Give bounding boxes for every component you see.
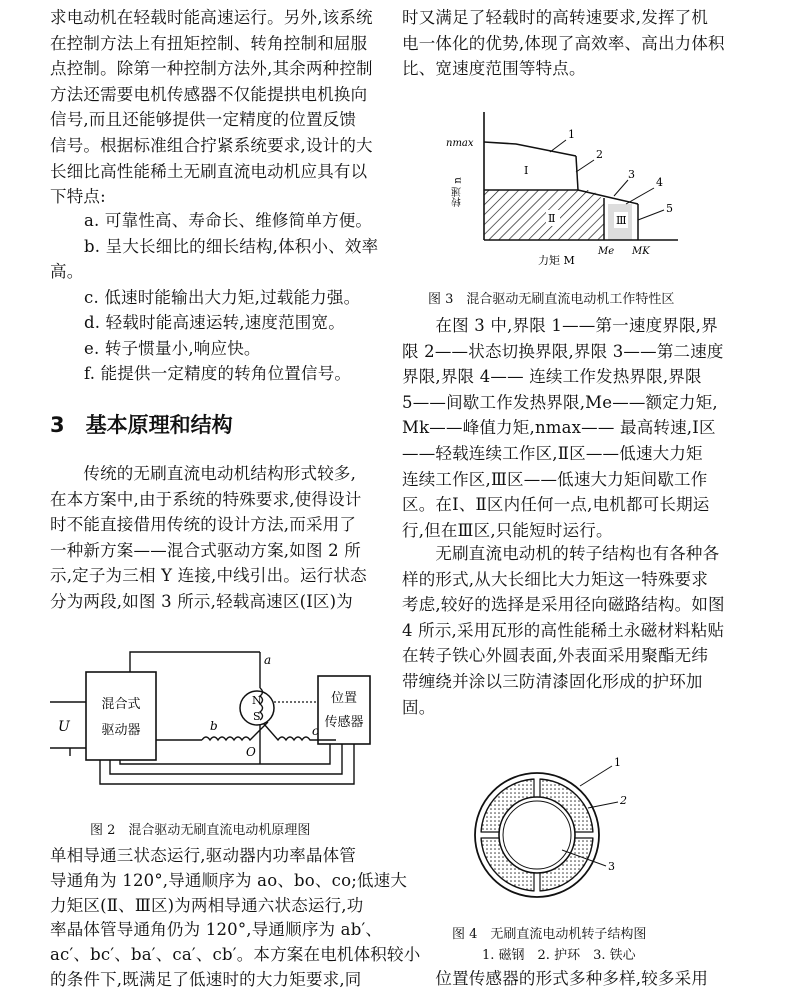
text-line: 区。在Ⅰ、Ⅱ区内任何一点,电机都可长期运 — [402, 495, 710, 515]
nmax-label: nmax — [446, 138, 474, 149]
phase-c-label: c — [312, 724, 319, 738]
text-line: 下特点: — [50, 187, 106, 207]
text-line: 分为两段,如图 3 所示,轻载高速区(Ⅰ区)为 — [50, 592, 353, 611]
figure-2-schematic — [50, 640, 370, 810]
text-line: ac′、bc′、ba′、ca′、cb′。本方案在电机体积较小 — [50, 945, 421, 965]
text-line: 点控制。除第一种控制方法外,其余两种控制 — [50, 59, 373, 79]
sensor-label-line1: 位置 — [330, 691, 358, 706]
boundary-label-5: 5 — [666, 202, 673, 215]
text-line: 导通角为 120°,导通顺序为 ao、bo、co;低速大 — [50, 870, 408, 890]
text-line: 时又满足了轻载时的高转速要求,发挥了机 — [402, 8, 709, 27]
fig4-label-2: 2 — [620, 794, 627, 807]
text-line: 固。 — [402, 697, 436, 717]
neutral-label: O — [246, 745, 256, 759]
drive-box — [86, 672, 156, 760]
text-line: 限 2——状态切换界限,界限 3——第二速度 — [402, 341, 724, 361]
text-line: 行,但在Ⅲ区,只能短时运行。 — [402, 520, 613, 540]
text-line: 5——间歇工作发热界限,Me——额定力矩, — [402, 392, 718, 412]
drive-label-line1: 混合式 — [101, 697, 141, 712]
text-line: 力矩区(Ⅱ、Ⅲ区)为两相导通六状态运行,功 — [50, 895, 364, 915]
text-line: 位置传感器的形式多种多样,较多采用 — [402, 969, 709, 988]
input-voltage-label: U — [58, 719, 70, 735]
text-line: 方法还需要电机传感器不仅能提拱电机换向 — [50, 84, 368, 104]
iron-core — [499, 797, 575, 873]
text-line: f. 能提供一定精度的转角位置信号。 — [84, 364, 352, 383]
boundary-label-1: 1 — [568, 128, 575, 141]
text-line: 高。 — [50, 262, 84, 281]
text-line: 带缠绕并涂以三防清漆固化形成的护环加 — [402, 672, 703, 691]
phase-b-label: b — [210, 719, 218, 733]
text-line: 率晶体管导通角仍为 120°,导通顺序为 ab′、 — [50, 920, 383, 940]
figure-4-caption: 图 4 无刷直流电动机转子结构图 — [452, 927, 647, 942]
pole-s-label: S — [253, 710, 261, 723]
region-2-hatched — [484, 190, 604, 240]
text-line: d. 轻载时能高速运转,速度范围宽。 — [84, 313, 345, 332]
text-line: 长细比高性能稀土无刷直流电动机应具有以 — [50, 161, 368, 181]
text-line: c. 低速时能输出大力矩,过载能力强。 — [84, 287, 361, 307]
text-line: 比、宽速度范围等特点。 — [402, 59, 586, 79]
sensor-label-line2: 传感器 — [324, 715, 364, 730]
text-line: 在本方案中,由于系统的特殊要求,使得设计 — [50, 489, 362, 509]
text-line: e. 转子惯量小,响应快。 — [84, 338, 261, 358]
text-line: 求电动机在轻载时能高速运行。另外,该系统 — [50, 8, 373, 27]
text-line: 一种新方案——混合式驱动方案,如图 2 所 — [50, 540, 361, 560]
figure-3-caption: 图 3 混合驱动无刷直流电动机工作特性区 — [428, 292, 675, 307]
text-line: 信号。根据标准组合拧紧系统要求,设计的大 — [50, 136, 373, 155]
text-line: Mk——峰值力矩,nmax—— 最高转速,Ⅰ区 — [402, 418, 716, 438]
text-line: ——轻载连续工作区,Ⅱ区——低速大力矩 — [402, 444, 703, 463]
fig4-label-3: 3 — [608, 860, 615, 873]
mk-label: MK — [632, 246, 650, 257]
section-heading: 3 基本原理和结构 — [50, 413, 233, 437]
figure-4-legend: 1. 磁钢 2. 护环 3. 铁心 — [482, 948, 636, 963]
figure-3-operating-regions — [442, 108, 702, 268]
position-sensor-box — [318, 676, 370, 744]
pole-n-label: N — [252, 694, 262, 707]
fig4-label-1: 1 — [614, 756, 621, 769]
x-axis-label: 力矩 M — [538, 254, 575, 267]
text-line: 无刷直流电动机的转子结构也有各种各 — [402, 544, 720, 563]
boundary-label-3: 3 — [628, 168, 635, 181]
text-line: 在转子铁心外圆表面,外表面采用聚酯无纬 — [402, 646, 709, 666]
text-line: 单相导通三状态运行,驱动器内功率晶体管 — [50, 846, 357, 865]
text-line: 时不能直接借用传统的设计方法,而采用了 — [50, 515, 357, 535]
text-line: 样的形式,从大长细比大力矩这一特殊要求 — [402, 569, 709, 589]
region-3-label: Ⅲ — [616, 214, 627, 227]
text-line: 示,定子为三相 Y 连接,中线引出。运行状态 — [50, 566, 367, 586]
text-line: 信号,而且还能够提供一定精度的位置反馈 — [50, 110, 357, 130]
phase-a-label: a — [264, 653, 272, 667]
text-line: 传统的无刷直流电动机结构形式较多, — [50, 464, 357, 483]
region-2-label: Ⅱ — [548, 212, 556, 225]
text-line: 在控制方法上有扭矩控制、转角控制和屈服 — [50, 33, 368, 53]
text-line: 在图 3 中,界限 1——第一速度界限,界 — [402, 316, 718, 335]
figure-4-rotor-cross-section — [462, 756, 682, 910]
figure-2-caption: 图 2 混合驱动无刷直流电动机原理图 — [90, 823, 311, 838]
text-line: 界限,界限 4—— 连续工作发热界限,界限 — [402, 367, 702, 387]
text-line: 考虑,较好的选择是采用径向磁路结构。如图 — [402, 595, 725, 615]
y-axis-label: 转速 n — [452, 177, 464, 207]
text-line: 4 所示,采用瓦形的高性能稀土永磁材料粘贴 — [402, 620, 725, 640]
boundary-label-4: 4 — [656, 176, 663, 189]
text-line: a. 可靠性高、寿命长、维修简单方便。 — [84, 211, 373, 230]
text-line: 电一体化的优势,体现了高效率、高出力体积 — [402, 33, 725, 53]
drive-label-line2: 驱动器 — [101, 723, 141, 738]
region-1-label: Ⅰ — [524, 164, 529, 177]
text-line: 连续工作区,Ⅲ区——低速大力矩间歇工作 — [402, 469, 708, 489]
text-line: b. 呈大长细比的细长结构,体积小、效率 — [84, 236, 379, 256]
me-label: Me — [598, 246, 615, 257]
boundary-label-2: 2 — [596, 148, 603, 161]
text-line: 的条件下,既满足了低速时的大力矩要求,同 — [50, 970, 362, 989]
